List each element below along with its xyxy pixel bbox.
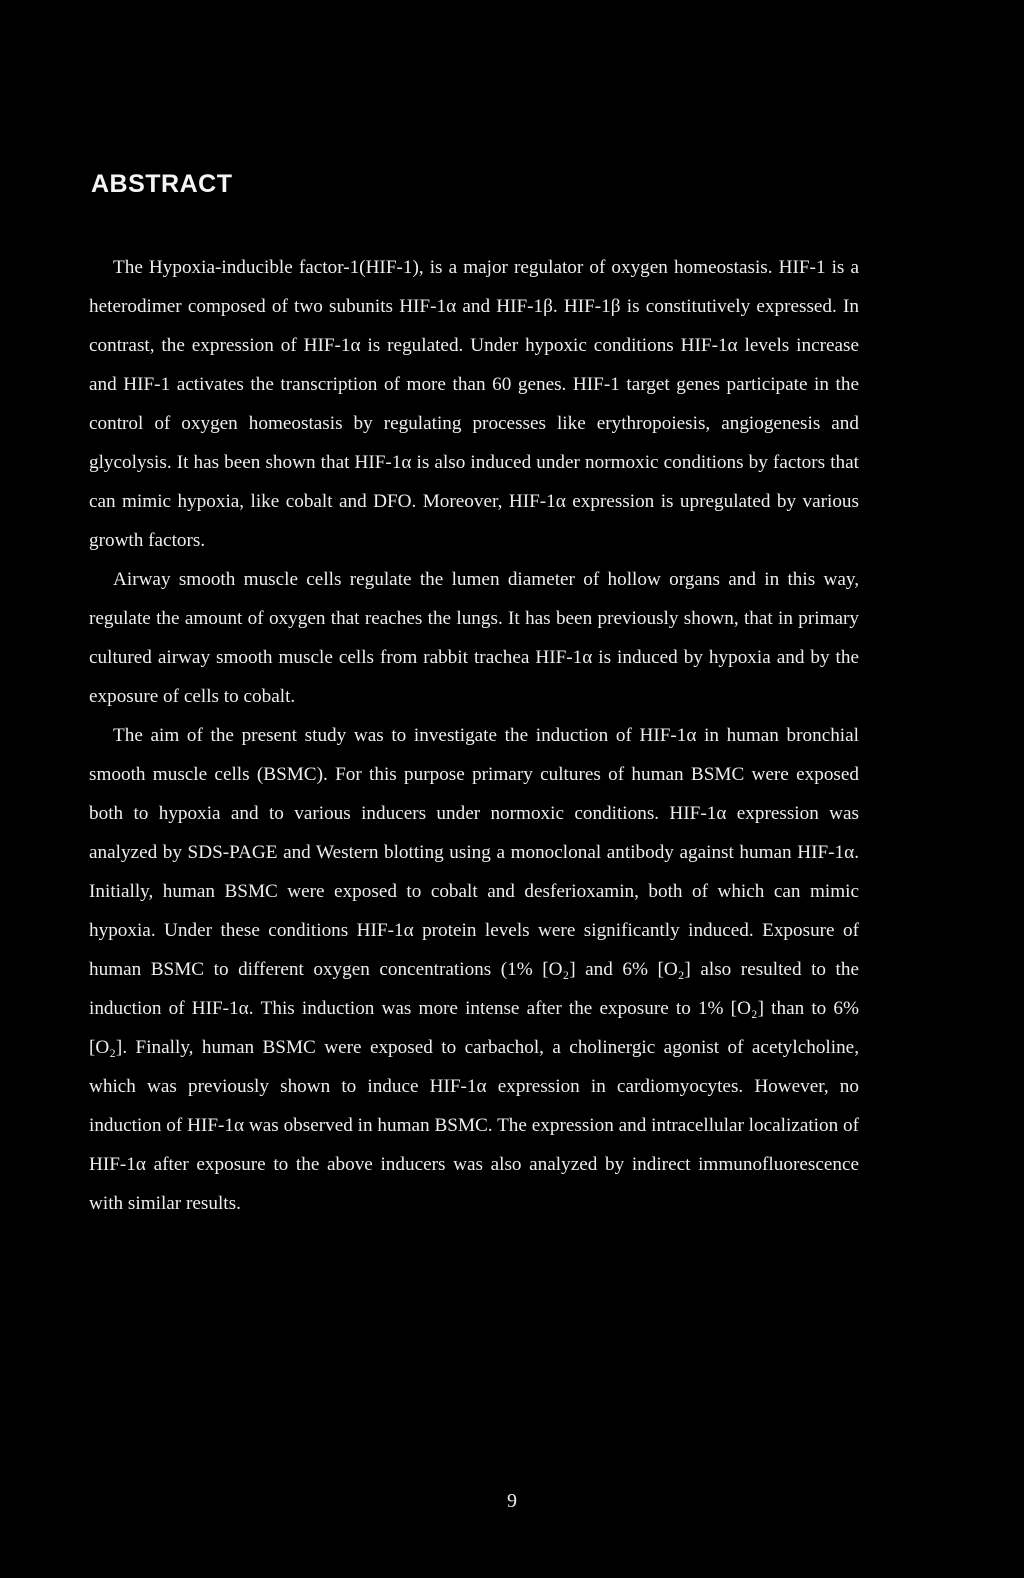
paragraph-airway-smooth-muscle: Airway smooth muscle cells regulate the lumen diameter of hollow organs and in this way, regulate the amount of oxygen that reaches the lungs. It has been previously shown, that in primary cultured airway smooth muscle cells from rabbit trachea HIF-1α is induced by hypoxia and by the exposure of cells to cobalt.: [89, 569, 859, 707]
paragraph-study-aim: The aim of the present study was to investigate the induction of HIF-1α in human bronchial smooth muscle cells (BSMC). For this purpose primary cultures of human BSMC were exposed both to hypoxia and to various inducers under normoxic conditions. HIF-1α expression was analyzed by SDS-PAGE and Western blotting using a monoclonal antibody against human HIF-1α. Initially, human BSMC were exposed to cobalt and desferioxamin, both of which can mimic hypoxia. Under these conditions HIF-1α protein levels were significantly induced. Exposure of human BSMC to different oxygen concentrations (1% [O₂] and 6% [O₂] also resulted to the induction of HIF-1α. This induction was more intense after the exposure to 1% [O₂] than to 6% [O₂]. Finally, human BSMC were exposed to carbachol, a cholinergic agonist of acetylcholine, which was previously shown to induce HIF-1α expression in cardiomyocytes. However, no induction of HIF-1α was observed in human BSMC. The expression and intracellular localization of HIF-1α after exposure to the above inducers was also analyzed by indirect immunofluorescence with similar results.: [89, 725, 859, 1214]
page-number: 9: [507, 1490, 517, 1512]
paragraph-hif1-overview: The Hypoxia-inducible factor-1(HIF-1), is a major regulator of oxygen homeostasis. HIF-1 is a heterodimer composed of two subunits HIF-1α and HIF-1β. HIF-1β is constitutively expressed. In contrast, the expression of HIF-1α is regulated. Under hypoxic conditions HIF-1α levels increase and HIF-1 activates the transcription of more than 60 genes. HIF-1 target genes participate in the control of oxygen homeostasis by regulating processes like erythropoiesis, angiogenesis and glycolysis. It has been shown that HIF-1α is also induced under normoxic conditions by factors that can mimic hypoxia, like cobalt and DFO. Moreover, HIF-1α expression is upregulated by various growth factors.: [89, 257, 859, 551]
section-heading: ABSTRACT: [91, 170, 233, 198]
abstract-body: [89, 248, 859, 1223]
